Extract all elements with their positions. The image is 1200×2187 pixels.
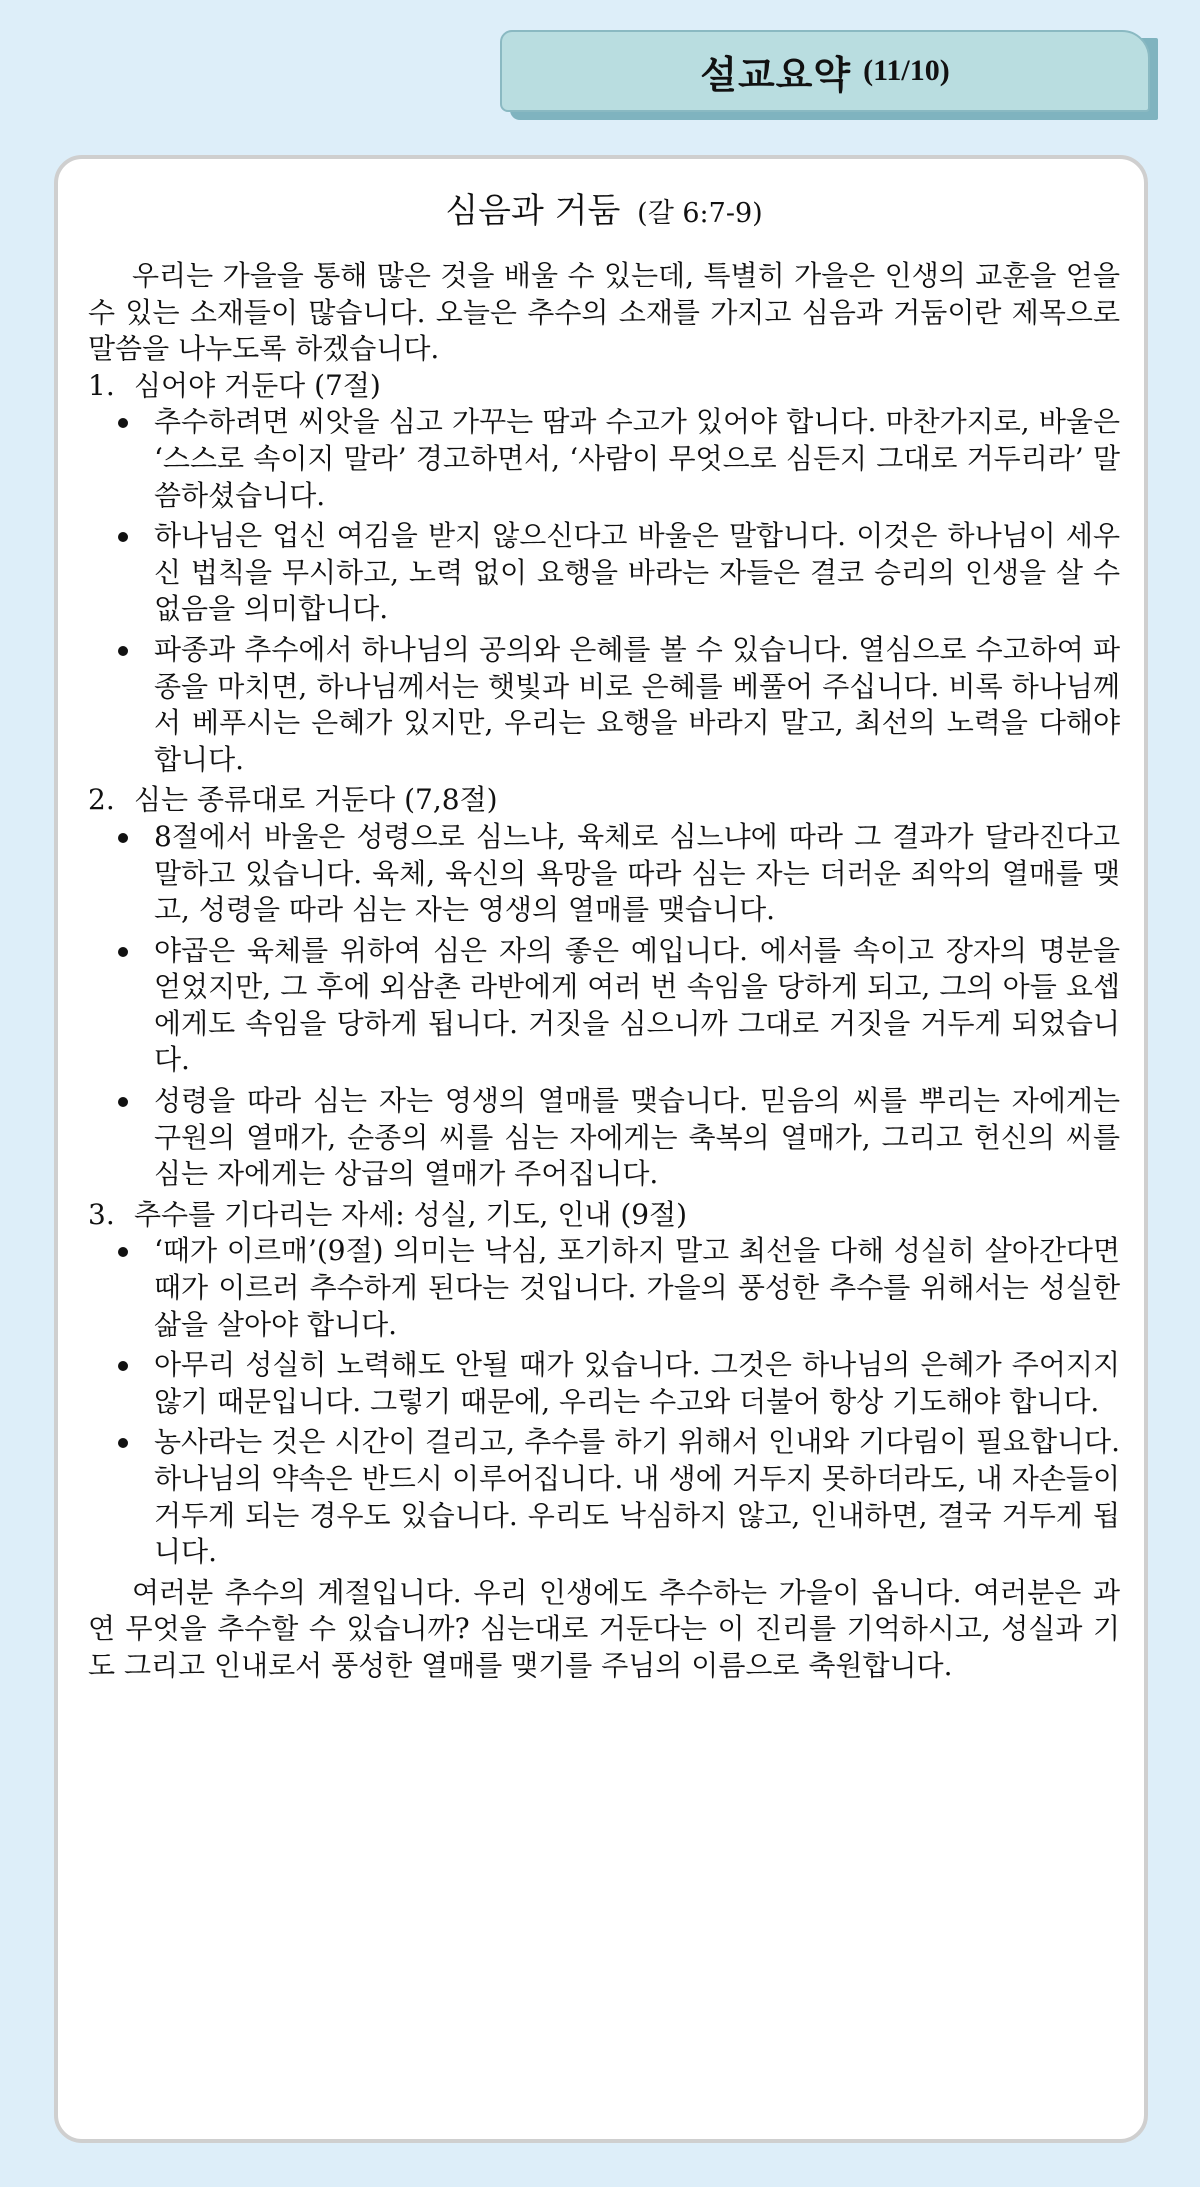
- bullet-dot-icon: [118, 1361, 128, 1371]
- section-3: [88, 1197, 1120, 1571]
- bullet-item: [88, 632, 1120, 778]
- section-heading: [88, 782, 1120, 819]
- page-title: 설교요약: [700, 52, 852, 97]
- bullet-dot-icon: [118, 532, 128, 542]
- bullet-text: 성령을 따라 심는 자는 영생의 열매를 맺습니다. 믿음의 씨를 뿌리는 자에게는 구원의 열매가, 순종의 씨를 심는 자에게는 축복의 열매가, 그리고 헌신의 씨를 심는 자에게는 상급의 열매가 주어집니다.: [154, 1084, 1120, 1191]
- bullet-dot-icon: [118, 1438, 128, 1448]
- bullet-text: 추수하려면 씨앗을 심고 가꾸는 땀과 수고가 있어야 합니다. 마찬가지로, 바울은 ‘스스로 속이지 말라’ 경고하면서, ‘사람이 무엇으로 심든지 그대로 거두리라’ 말씀하셨습니다.: [154, 405, 1120, 512]
- sermon-content: [88, 189, 1120, 1685]
- intro-paragraph: 우리는 가을을 통해 많은 것을 배울 수 있는데, 특별히 가을은 인생의 교훈을 얻을 수 있는 소재들이 많습니다. 오늘은 추수의 소재를 가지고 심음과 거둠이란 제목으로 말씀을 나누도록 하겠습니다.: [88, 259, 1120, 366]
- bullet-item: [88, 1347, 1120, 1420]
- section-heading-text: 심어야 거둔다 (7절): [134, 368, 381, 402]
- sermon-card: [54, 155, 1148, 2143]
- bullet-text: 아무리 성실히 노력해도 안될 때가 있습니다. 그것은 하나님의 은혜가 주어지지 않기 때문입니다. 그렇기 때문에, 우리는 수고와 더불어 항상 기도해야 합니다.: [154, 1348, 1120, 1418]
- section-2: [88, 782, 1120, 1193]
- bullet-dot-icon: [118, 833, 128, 843]
- section-1: [88, 368, 1120, 779]
- bullet-item: [88, 1233, 1120, 1343]
- bullet-list: [88, 819, 1120, 1193]
- bullet-item: [88, 1083, 1120, 1193]
- section-number: 3.: [88, 1197, 115, 1231]
- bullet-text: 농사라는 것은 시간이 걸리고, 추수를 하기 위해서 인내와 기다림이 필요합니다. 하나님의 약속은 반드시 이루어집니다. 내 생에 거두지 못하더라도, 내 자손들이 거두게 되는 경우도 있습니다. 우리도 낙심하지 않고, 인내하면, 결국 거두게 됩니다.: [154, 1425, 1120, 1569]
- bullet-dot-icon: [118, 1097, 128, 1107]
- bullet-dot-icon: [118, 646, 128, 656]
- bullet-text: 8절에서 바울은 성령으로 심느냐, 육체로 심느냐에 따라 그 결과가 달라진다고 말하고 있습니다. 육체, 육신의 욕망을 따라 심는 자는 더러운 죄악의 열매를 맺고, 성령을 따라 심는 자는 영생의 열매를 맺습니다.: [154, 819, 1120, 927]
- bullet-dot-icon: [118, 1247, 128, 1257]
- conclusion-paragraph: 여러분 추수의 계절입니다. 우리 인생에도 추수하는 가을이 옵니다. 여러분은 과연 무엇을 추수할 수 있습니까? 심는대로 거둔다는 이 진리를 기억하시고, 성실과 기도 그리고 인내로서 풍성한 열매를 맺기를 주님의 이름으로 축원합니다.: [88, 1575, 1120, 1682]
- section-number: 2.: [88, 783, 115, 817]
- page-date: (11/10): [863, 54, 950, 87]
- bullet-item: [88, 819, 1120, 929]
- bullet-list: [88, 1233, 1120, 1570]
- sermon-title: [88, 189, 1120, 236]
- scripture-reference: (갈 6:7-9): [637, 198, 763, 229]
- bullet-text: 하나님은 업신 여김을 받지 않으신다고 바울은 말합니다. 이것은 하나님이 세우신 법칙을 무시하고, 노력 없이 요행을 바라는 자들은 결코 승리의 인생을 살 수 없음을 의미합니다.: [154, 519, 1120, 626]
- section-heading: [88, 368, 1120, 405]
- bullet-item: [88, 518, 1120, 628]
- bullet-dot-icon: [118, 947, 128, 957]
- bullet-dot-icon: [118, 418, 128, 428]
- section-number: 1.: [88, 368, 115, 402]
- bullet-list: [88, 404, 1120, 778]
- section-heading: [88, 1197, 1120, 1234]
- header-tab: [500, 30, 1150, 112]
- bullet-text: 파종과 추수에서 하나님의 공의와 은혜를 볼 수 있습니다. 열심으로 수고하여 파종을 마치면, 하나님께서는 햇빛과 비로 은혜를 베풀어 주십니다. 비록 하나님께서 베푸시는 은혜가 있지만, 우리는 요행을 바라지 말고, 최선의 노력을 다해야 합니다.: [154, 632, 1120, 776]
- sermon-title-text: 심음과 거둠: [445, 191, 621, 231]
- bullet-text: 야곱은 육체를 위하여 심은 자의 좋은 예입니다. 에서를 속이고 장자의 명분을 얻었지만, 그 후에 외삼촌 라반에게 여러 번 속임을 당하게 되고, 그의 아들 요셉에게도 속임을 당하게 됩니다. 거짓을 심으니까 그대로 거짓을 거두게 되었습니다.: [154, 933, 1120, 1077]
- bullet-item: [88, 933, 1120, 1079]
- bullet-text: ‘때가 이르매’(9절) 의미는 낙심, 포기하지 말고 최선을 다해 성실히 살아간다면 때가 이르러 추수하게 된다는 것입니다. 가을의 풍성한 추수를 위해서는 성실한 삶을 살아야 합니다.: [154, 1234, 1120, 1341]
- bullet-item: [88, 404, 1120, 514]
- section-heading-text: 심는 종류대로 거둔다 (7,8절): [134, 783, 498, 817]
- section-heading-text: 추수를 기다리는 자세: 성실, 기도, 인내 (9절): [134, 1197, 688, 1231]
- bullet-item: [88, 1424, 1120, 1570]
